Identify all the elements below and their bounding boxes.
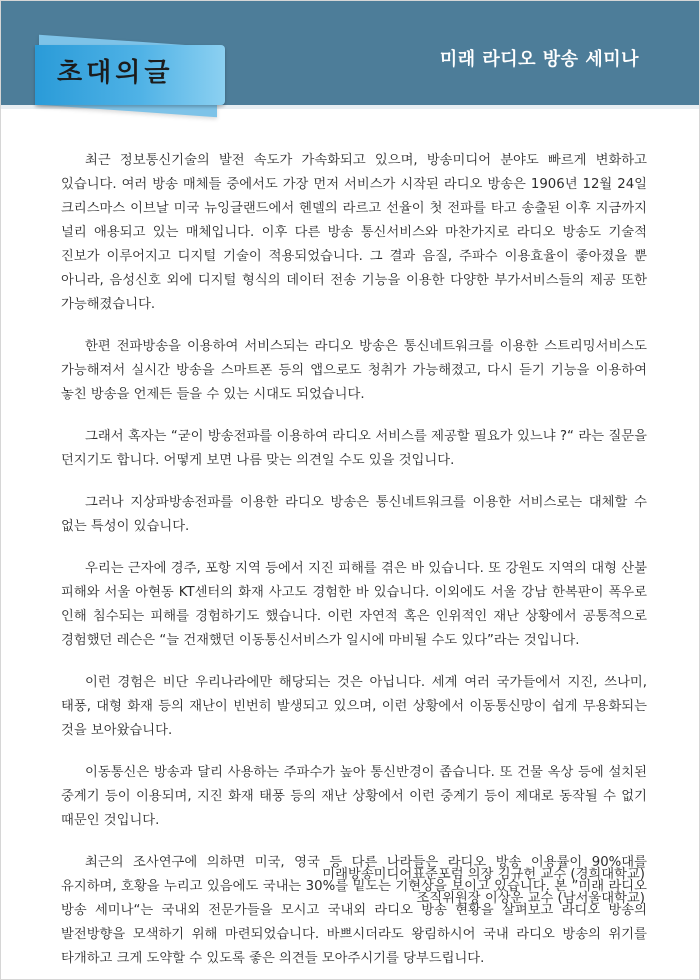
paragraph-6: 이런 경험은 비단 우리나라에만 해당되는 것은 아닙니다. 세계 여러 국가들에서 지진, 쓰나미, 태풍, 대형 화재 등의 재난이 빈번히 발생되고 있으며, 이런 상황에서 이동통신망이 쉽게 무용화되는 것을 보아왔습니다. xyxy=(61,675,647,738)
paragraph-4: 그러나 지상파방송전파를 이용한 라디오 방송은 통신네트워크를 이용한 서비스로는 대체할 수 없는 특성이 있습니다. xyxy=(61,495,647,534)
letter-body xyxy=(61,149,647,980)
paragraph-8: 최근의 조사연구에 의하면 미국, 영국 등 다른 나라들은 라디오 방송 이용률이 90%대를 유지하며, 호황을 누리고 있음에도 국내는 30%를 밑도는 기현상을 보이고 있습니다. 본 ”미래 라디오 방송 세미나“는 국내외 전문가들을 모시고 국내외 라디오 방송 현황을 살펴보고 라디오 방송의 발전방향을 모색하기 위해 마련되었습니다. 바쁘시더라도 왕림하시어 국내 라디오 방송의 위기를 타개하고 크게 도약할 수 있도록 좋은 의견들 모아주시기를 당부드립니다. xyxy=(61,855,647,966)
signature-chair: 미래방송미디어표준포럼 의장 김규헌 교수 (경희대학교) xyxy=(322,867,645,882)
paragraph-3: 그래서 혹자는 “굳이 방송전파를 이용하여 라디오 서비스를 제공할 필요가 있느냐 ?“ 라는 질문을 던지기도 합니다. 어떻게 보면 나름 맞는 의견일 수도 있을 것입니다. xyxy=(61,429,647,468)
paragraph-7: 이동통신은 방송과 달리 사용하는 주파수가 높아 통신반경이 좁습니다. 또 건물 옥상 등에 설치된 중계기 등이 이용되며, 지진 화재 태풍 등의 재난 상황에서 이런 중계기 등이 제대로 동작될 수 없기 때문인 것입니다. xyxy=(61,765,647,828)
signature-committee-chair: 조직위원장 이상운 교수 (남서울대학교) xyxy=(416,891,645,906)
paragraph-1: 최근 정보통신기술의 발전 속도가 가속화되고 있으며, 방송미디어 분야도 빠르게 변화하고 있습니다. 여러 방송 매체들 중에서도 가장 먼저 서비스가 시작된 라디오 방송은 1906년 12월 24일 크리스마스 이브날 미국 뉴잉글랜드에서 헨델의 라르고 선율이 첫 전파를 타고 송출된 이후 지금까지 널리 애용되고 있는 매체입니다. 이후 다른 방송 통신서비스와 마찬가지로 라디오 방송도 기술적 진보가 이루어지고 디지털 기술이 적용되었습니다. 그 결과 음질, 주파수 이용효율이 좋아졌을 뿐 아니라, 음성신호 외에 디지털 형식의 데이터 전송 기능을 이용한 다양한 부가서비스들의 제공 또한 가능해졌습니다. xyxy=(61,153,647,312)
paragraph-5: 우리는 근자에 경주, 포항 지역 등에서 지진 피해를 겪은 바 있습니다. 또 강원도 지역의 대형 산불 피해와 서울 아현동 KT센터의 화재 사고도 경험한 바 있습니다. 이외에도 서울 강남 한복판이 폭우로 인해 침수되는 피해를 경험하기도 했습니다. 이런 자연적 혹은 인위적인 재난 상황에서 공통적으로 경험했던 레슨은 “늘 건재했던 이동통신서비스가 일시에 마비될 수도 있다”라는 것입니다. xyxy=(61,561,647,648)
event-title: 미래 라디오 방송 세미나 xyxy=(439,49,639,70)
invitation-heading: 초대의글 xyxy=(57,58,174,88)
paragraph-2: 한편 전파방송을 이용하여 서비스되는 라디오 방송은 통신네트워크를 이용한 스트리밍서비스도 가능해져서 실시간 방송을 스마트폰 등의 앱으로도 청취가 가능해졌고, 다시 듣기 기능을 이용하여 놓친 방송을 언제든 들을 수 있는 시대도 되었습니다. xyxy=(61,339,647,402)
signature-block xyxy=(322,863,645,911)
